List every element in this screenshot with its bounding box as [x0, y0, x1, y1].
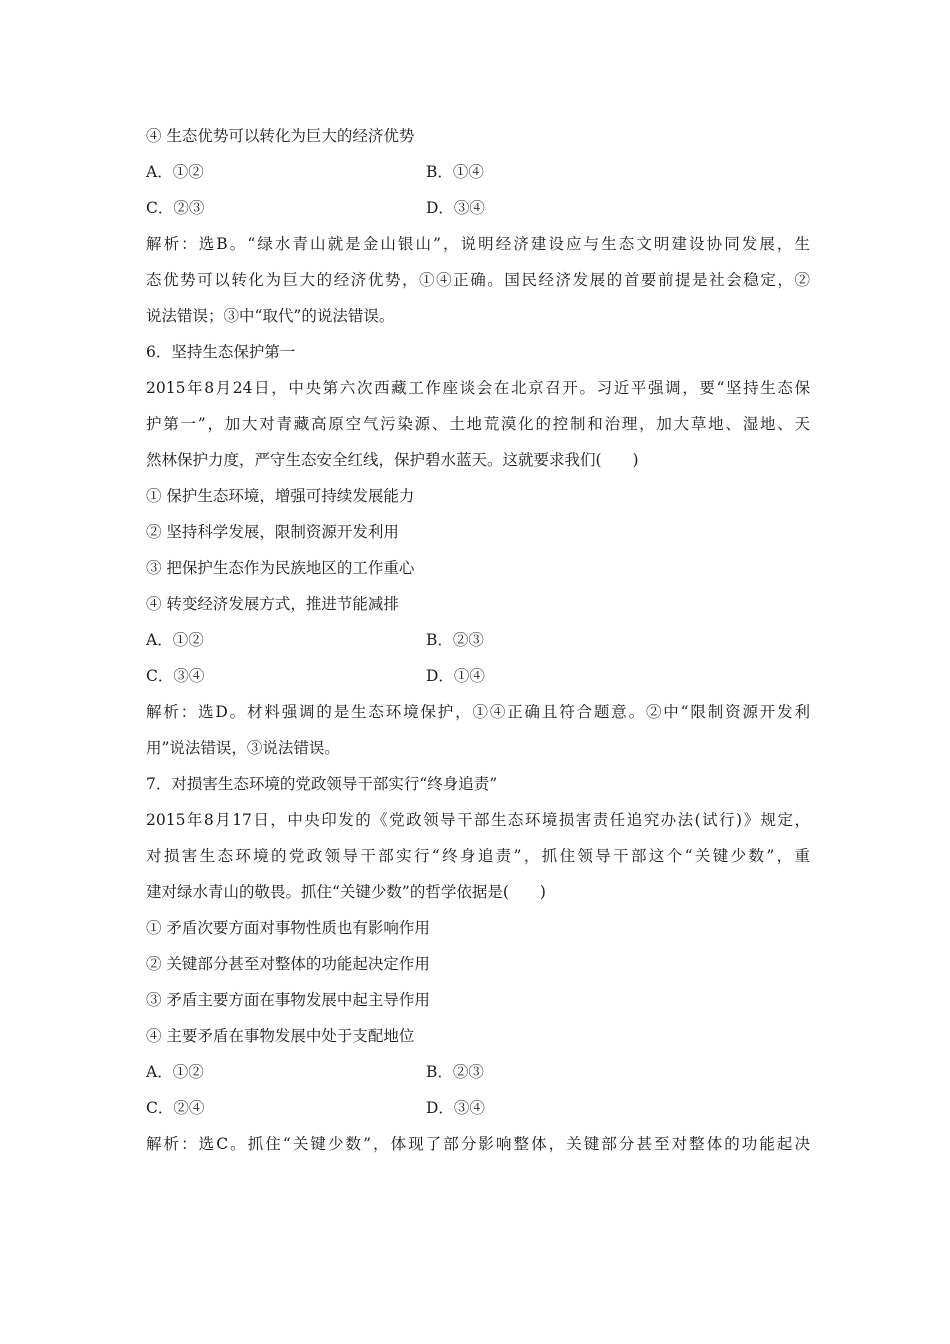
q5-item-4: ④ 生态优势可以转化为巨大的经济优势: [146, 127, 415, 145]
q5-options-row-2: [146, 190, 810, 226]
q6-stem-line-3: 然林保护力度，严守生态安全红线，保护碧水蓝天。这就要求我们( ): [146, 451, 639, 469]
q6-analysis-line-2: 用”说法错误，③说法错误。: [146, 739, 340, 757]
page-content: [146, 118, 810, 1162]
q7-item-4: ④ 主要矛盾在事物发展中处于支配地位: [146, 1027, 415, 1045]
q6-title: 6．坚持生态保护第一: [146, 343, 296, 361]
q7-item-1: ① 矛盾次要方面对事物性质也有影响作用: [146, 919, 430, 937]
q6-option-d: D．①④: [426, 667, 485, 685]
q7-stem-line-2: 对损害生态环境的党政领导干部实行“终身追责”，抓住领导干部这个“关键少数”，重: [146, 847, 810, 865]
q7-option-c: C．②④: [146, 1099, 205, 1117]
q7-analysis-line-1: 解析：选C。抓住“关键少数”，体现了部分影响整体，关键部分甚至对整体的功能起决: [146, 1135, 810, 1153]
q5-option-b: B．①④: [426, 163, 484, 181]
q6-item-1: ① 保护生态环境，增强可持续发展能力: [146, 487, 415, 505]
q7-option-d: D．③④: [426, 1099, 485, 1117]
q6-item-4: ④ 转变经济发展方式，推进节能减排: [146, 595, 399, 613]
q5-option-d: D．③④: [426, 199, 485, 217]
q6-option-a: A．①②: [146, 631, 204, 649]
q6-option-b: B．②③: [426, 631, 484, 649]
q6-options-row-2: [146, 658, 810, 694]
q5-option-a: A．①②: [146, 163, 204, 181]
q5-analysis-line-2: 态优势可以转化为巨大的经济优势，①④正确。国民经济发展的首要前提是社会稳定，②: [146, 271, 810, 289]
q7-options-row-2: [146, 1090, 810, 1126]
q7-option-b: B．②③: [426, 1063, 484, 1081]
q7-stem-line-1: 2015年8月17日，中央印发的《党政领导干部生态环境损害责任追究办法(试行)》规定，: [146, 811, 810, 829]
q5-analysis-line-1: 解析：选B。“绿水青山就是金山银山”，说明经济建设应与生态文明建设协同发展，生: [146, 235, 810, 253]
q6-stem-line-2: 护第一”，加大对青藏高原空气污染源、土地荒漠化的控制和治理，加大草地、湿地、天: [146, 415, 810, 433]
q7-item-3: ③ 矛盾主要方面在事物发展中起主导作用: [146, 991, 430, 1009]
q7-option-a: A．①②: [146, 1063, 204, 1081]
q6-item-3: ③ 把保护生态作为民族地区的工作重心: [146, 559, 415, 577]
q6-analysis-line-1: 解析：选D。材料强调的是生态环境保护，①④正确且符合题意。②中“限制资源开发利: [146, 703, 810, 721]
q6-item-2: ② 坚持科学发展，限制资源开发利用: [146, 523, 399, 541]
q7-options-row-1: [146, 1054, 810, 1090]
q5-options-row-1: [146, 154, 810, 190]
q7-item-2: ② 关键部分甚至对整体的功能起决定作用: [146, 955, 430, 973]
q7-title: 7．对损害生态环境的党政领导干部实行“终身追责”: [146, 775, 498, 793]
q6-stem-line-1: 2015年8月24日，中央第六次西藏工作座谈会在北京召开。习近平强调，要“坚持生态保: [146, 379, 810, 397]
q5-option-c: C．②③: [146, 199, 205, 217]
q7-stem-line-3: 建对绿水青山的敬畏。抓住“关键少数”的哲学依据是( ): [146, 883, 546, 901]
q6-options-row-1: [146, 622, 810, 658]
q6-option-c: C．③④: [146, 667, 205, 685]
q5-analysis-line-3: 说法错误；③中“取代”的说法错误。: [146, 307, 395, 325]
